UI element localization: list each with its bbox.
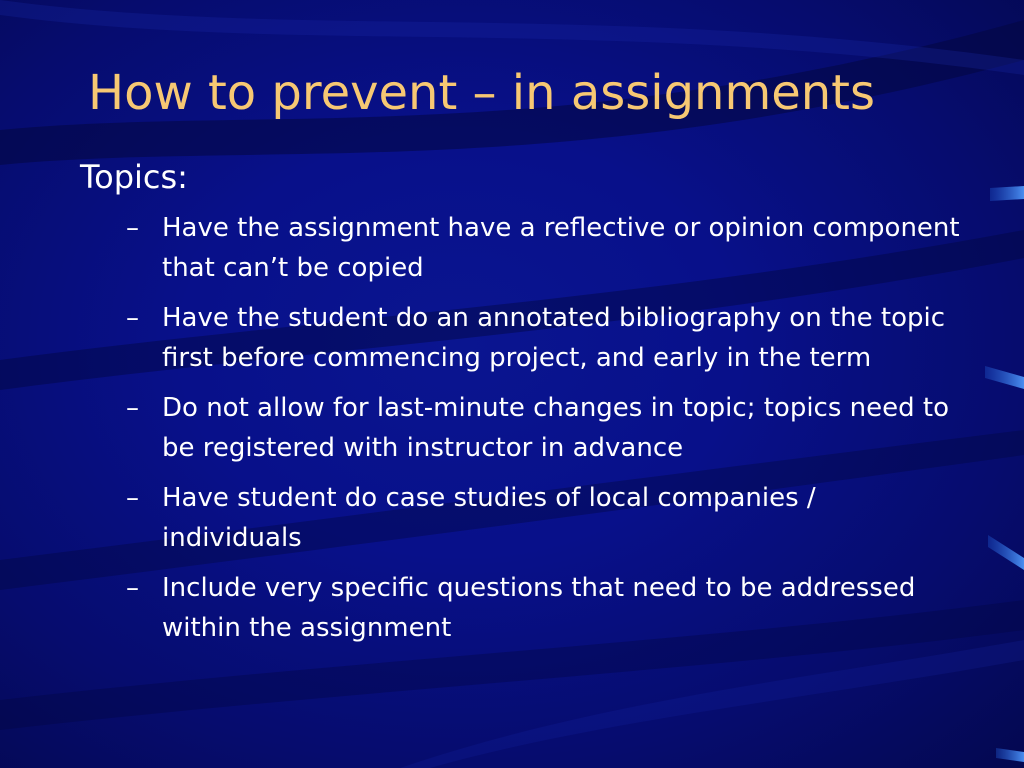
slide-title: How to prevent – in assignments (88, 65, 876, 121)
bullet-text: Include very specific questions that need to be addressed within the assignment (162, 573, 916, 643)
dash-bullet-icon: – (126, 483, 139, 513)
edge-mark-icon (988, 535, 1024, 570)
dash-bullet-icon: – (126, 213, 139, 243)
edge-mark-icon (996, 748, 1024, 762)
bullet-text: Have student do case studies of local companies / individuals (162, 483, 816, 553)
bullet-item (120, 478, 970, 558)
bullet-item (120, 388, 970, 468)
edge-mark-icon (990, 186, 1024, 201)
bullet-text: Have the assignment have a reflective or opinion component that can’t be copied (162, 213, 960, 283)
bullet-list (120, 208, 970, 658)
bullet-item (120, 298, 970, 378)
edge-mark-icon (985, 366, 1024, 389)
bullet-text: Do not allow for last-minute changes in topic; topics need to be registered with instructor in advance (162, 393, 949, 463)
dash-bullet-icon: – (126, 303, 139, 333)
dash-bullet-icon: – (126, 393, 139, 423)
bullet-item (120, 208, 970, 288)
bullet-item (120, 568, 970, 648)
section-label: Topics: (80, 158, 188, 196)
dash-bullet-icon: – (126, 573, 139, 603)
bullet-text: Have the student do an annotated bibliography on the topic first before commencing project, and early in the term (162, 303, 946, 373)
